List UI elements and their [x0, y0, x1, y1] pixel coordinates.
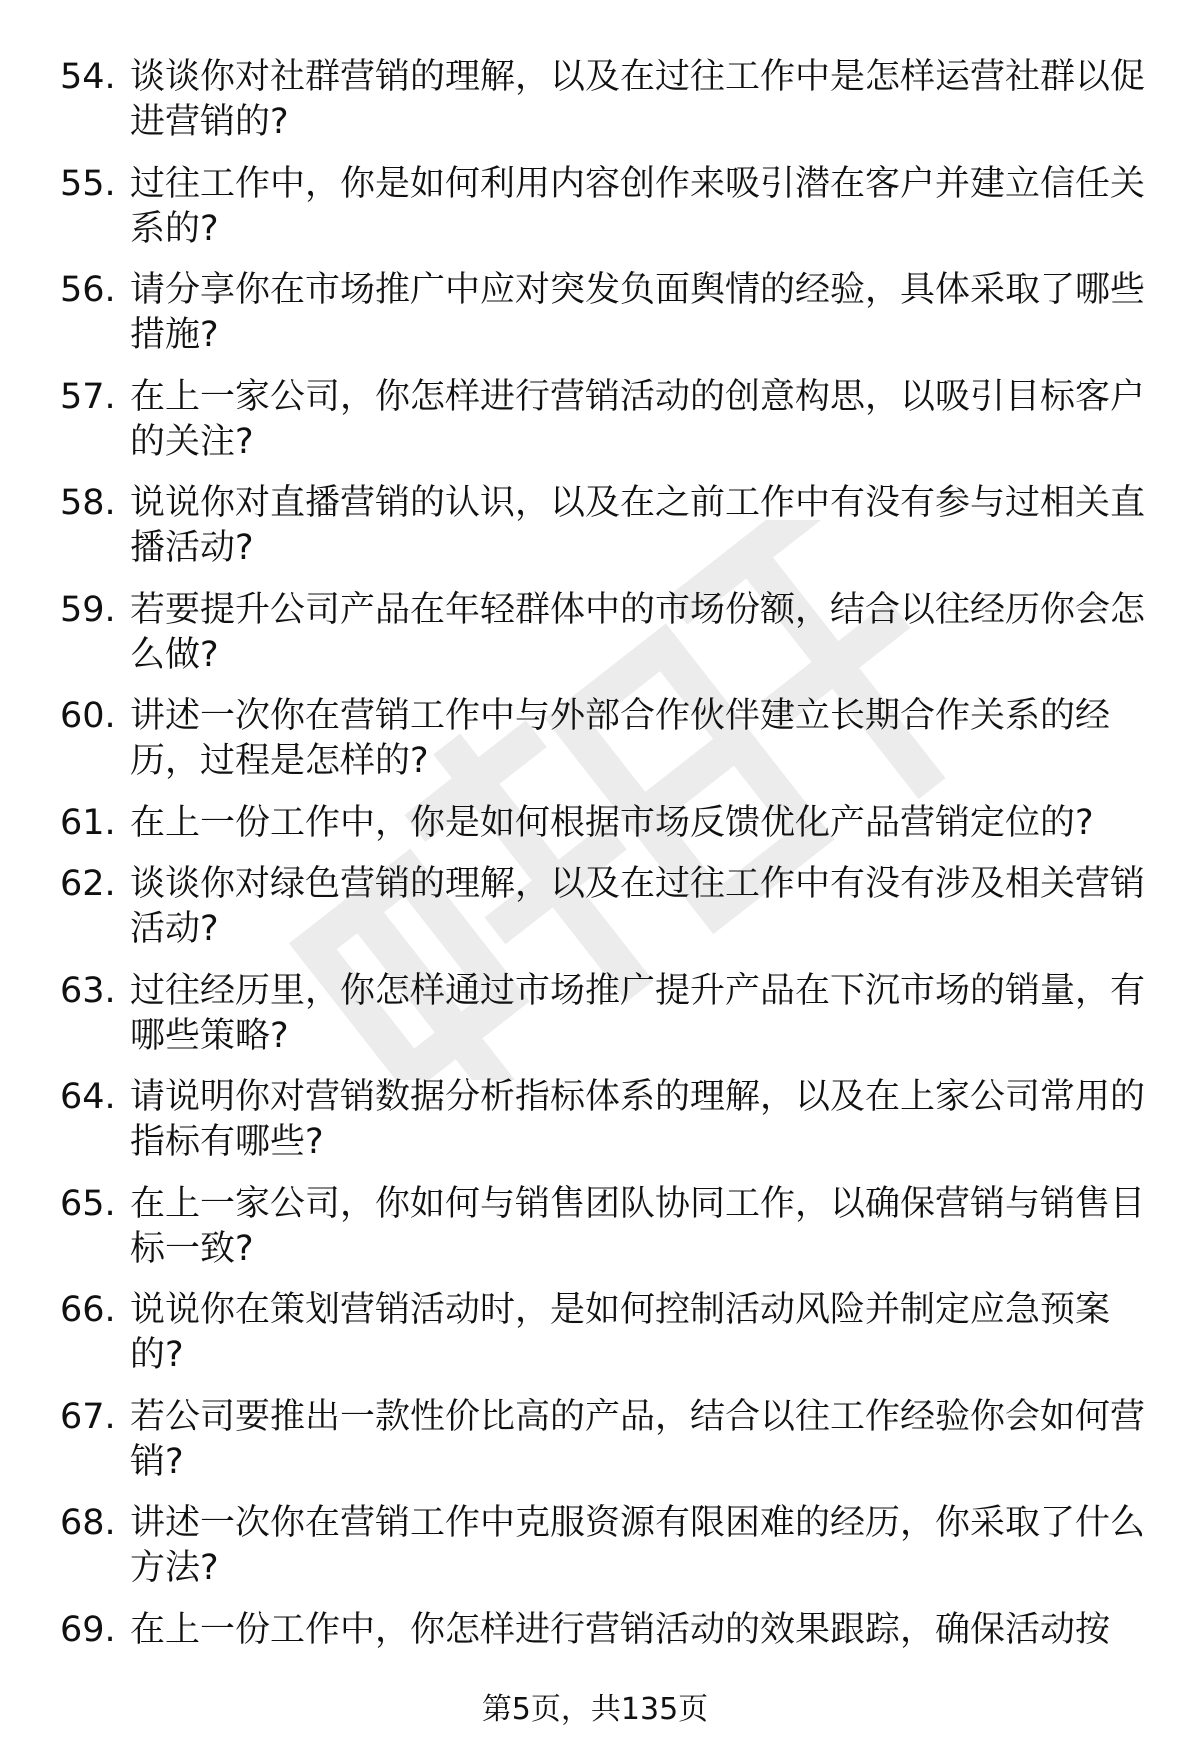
question-text: 讲述一次你在营销工作中克服资源有限困难的经历，你采取了什么方法? — [130, 1503, 1146, 1588]
question-text: 请分享你在市场推广中应对突发负面舆情的经验，具体采取了哪些措施? — [130, 270, 1146, 355]
question-number: 66. — [60, 1290, 116, 1330]
question-number: 64. — [60, 1077, 116, 1117]
list-item — [60, 862, 1150, 952]
question-text: 谈谈你对绿色营销的理解，以及在过往工作中有没有涉及相关营销活动? — [130, 864, 1146, 949]
question-number: 56. — [60, 270, 116, 310]
question-number: 69. — [60, 1609, 116, 1650]
list-item — [60, 1182, 1150, 1272]
list-item — [60, 588, 1150, 678]
list-item — [60, 1288, 1150, 1378]
question-text: 若要提升公司产品在年轻群体中的市场份额，结合以往经历你会怎么做? — [130, 589, 1146, 675]
question-number: 61. — [60, 802, 116, 843]
question-number: 63. — [60, 970, 116, 1011]
list-item — [60, 375, 1150, 465]
list-item — [60, 1075, 1150, 1165]
list-item — [60, 481, 1150, 571]
list-item — [60, 1501, 1150, 1591]
list-item — [60, 1608, 1150, 1653]
list-item — [60, 969, 1150, 1059]
question-text: 若公司要推出一款性价比高的产品，结合以往工作经验你会如何营销? — [130, 1396, 1146, 1482]
list-item — [60, 268, 1150, 358]
question-text: 讲述一次你在营销工作中与外部合作伙伴建立长期合作关系的经历，过程是怎样的? — [130, 696, 1111, 781]
question-number: 65. — [60, 1183, 116, 1224]
question-text: 请说明你对营销数据分析指标体系的理解，以及在上家公司常用的指标有哪些? — [130, 1077, 1146, 1162]
question-number: 60. — [60, 696, 116, 736]
list-item — [60, 694, 1150, 784]
question-number: 59. — [60, 589, 116, 630]
list-item — [60, 55, 1150, 145]
question-text: 谈谈你对社群营销的理解，以及在过往工作中是怎样运营社群以促进营销的? — [130, 57, 1146, 142]
list-item — [60, 162, 1150, 252]
question-text: 在上一家公司，你怎样进行营销活动的创意构思，以吸引目标客户的关注? — [130, 376, 1146, 462]
question-number: 67. — [60, 1396, 116, 1437]
question-text: 在上一家公司，你如何与销售团队协同工作，以确保营销与销售目标一致? — [130, 1183, 1146, 1269]
question-text: 过往经历里，你怎样通过市场推广提升产品在下沉市场的销量，有哪些策略? — [130, 970, 1146, 1056]
question-number: 55. — [60, 163, 116, 204]
question-number: 57. — [60, 376, 116, 417]
question-number: 58. — [60, 483, 116, 523]
question-text: 说说你在策划营销活动时，是如何控制活动风险并制定应急预案的? — [130, 1290, 1111, 1375]
question-text: 在上一份工作中，你怎样进行营销活动的效果跟踪，确保活动按 — [130, 1609, 1111, 1650]
question-text: 过往工作中，你是如何利用内容创作来吸引潜在客户并建立信任关系的? — [130, 163, 1146, 249]
question-list — [60, 55, 1150, 1669]
question-text: 在上一份工作中，你是如何根据市场反馈优化产品营销定位的? — [130, 802, 1094, 843]
question-number: 54. — [60, 57, 116, 97]
page-footer: 第5页，共135页 — [481, 1692, 709, 1727]
question-number: 62. — [60, 864, 116, 904]
question-number: 68. — [60, 1503, 116, 1543]
list-item — [60, 1395, 1150, 1485]
question-text: 说说你对直播营销的认识，以及在之前工作中有没有参与过相关直播活动? — [130, 483, 1146, 568]
list-item — [60, 801, 1150, 846]
